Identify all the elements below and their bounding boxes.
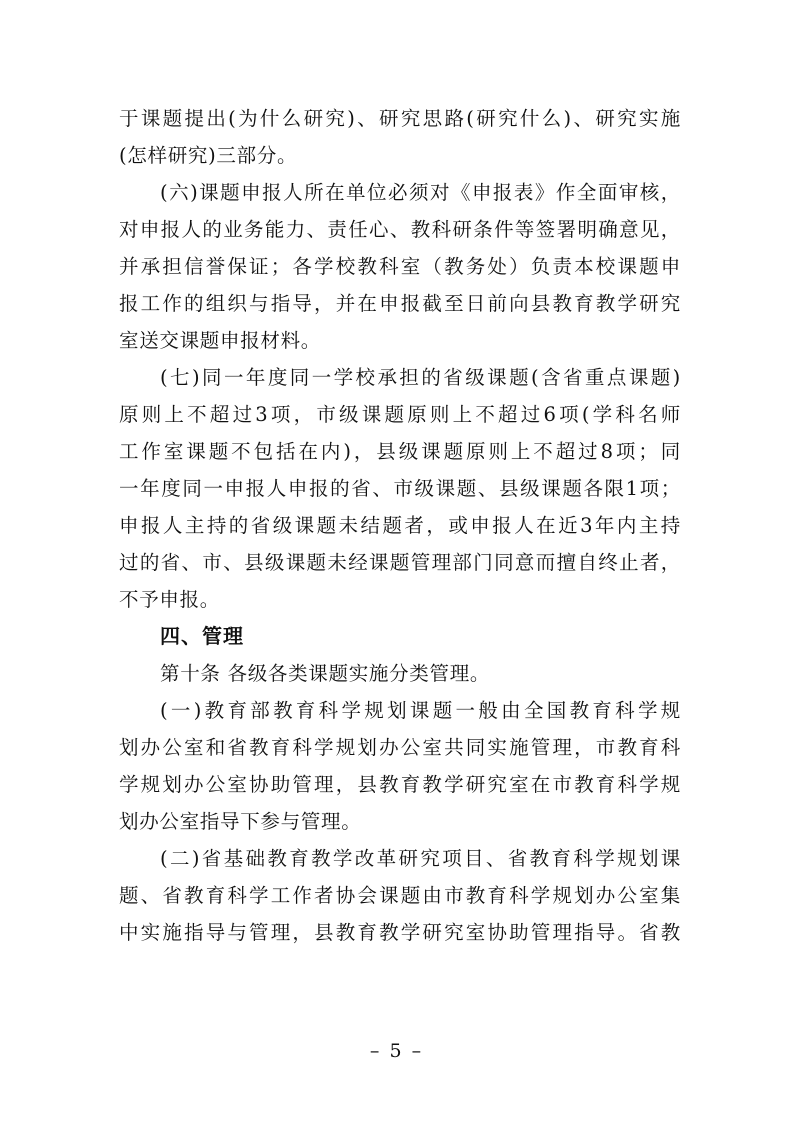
paragraph-line: 划办公室指导下参与管理。	[119, 810, 362, 833]
section-heading: 四、管理	[160, 624, 244, 648]
paragraph-line: 题、省教育科学工作者协会课题由市教育科学规划办公室集	[119, 884, 681, 907]
paragraph-line: (一)教育部教育科学规划课题一般由全国教育科学规	[160, 699, 681, 722]
paragraph-line: 室送交课题申报材料。	[119, 329, 322, 352]
paragraph-line: 申报人主持的省级课题未结题者，或申报人在近3年内主持	[119, 514, 681, 537]
document-body	[119, 100, 681, 951]
paragraph-line: (二)省基础教育教学改革研究项目、省教育科学规划课	[160, 847, 681, 870]
paragraph-line: (怎样研究)三部分。	[119, 144, 298, 167]
paragraph-line: 工作室课题不包括在内)，县级课题原则上不超过8项；同	[119, 440, 681, 463]
paragraph-line: 并承担信誉保证；各学校教科室（教务处）负责本校课题申	[119, 255, 681, 278]
paragraph-line: 过的省、市、县级课题未经课题管理部门同意而擅自终止者，	[119, 551, 681, 574]
paragraph-line: 不予申报。	[119, 588, 221, 611]
paragraph-line: 于课题提出(为什么研究)、研究思路(研究什么)、研究实施	[119, 107, 681, 130]
paragraph-line: (七)同一年度同一学校承担的省级课题(含省重点课题)	[160, 366, 681, 389]
paragraph-line: 一年度同一申报人申报的省、市级课题、县级课题各限1项；	[119, 477, 681, 500]
paragraph-line: 划办公室和省教育科学规划办公室共同实施管理，市教育科	[119, 736, 681, 759]
paragraph-line: 报工作的组织与指导，并在申报截至日前向县教育教学研究	[119, 292, 681, 315]
paragraph-line: 中实施指导与管理，县教育教学研究室协助管理指导。省教	[119, 921, 681, 944]
page-number: – 5 –	[369, 1040, 424, 1062]
paragraph-line: (六)课题申报人所在单位必须对《申报表》作全面审核，	[160, 181, 681, 204]
paragraph-line: 学规划办公室协助管理，县教育教学研究室在市教育科学规	[119, 773, 681, 796]
paragraph-line: 对申报人的业务能力、责任心、教科研条件等签署明确意见，	[119, 218, 681, 241]
paragraph-line: 原则上不超过3项，市级课题原则上不超过6项(学科名师	[119, 403, 681, 426]
article-line: 第十条 各级各类课题实施分类管理。	[160, 662, 491, 685]
